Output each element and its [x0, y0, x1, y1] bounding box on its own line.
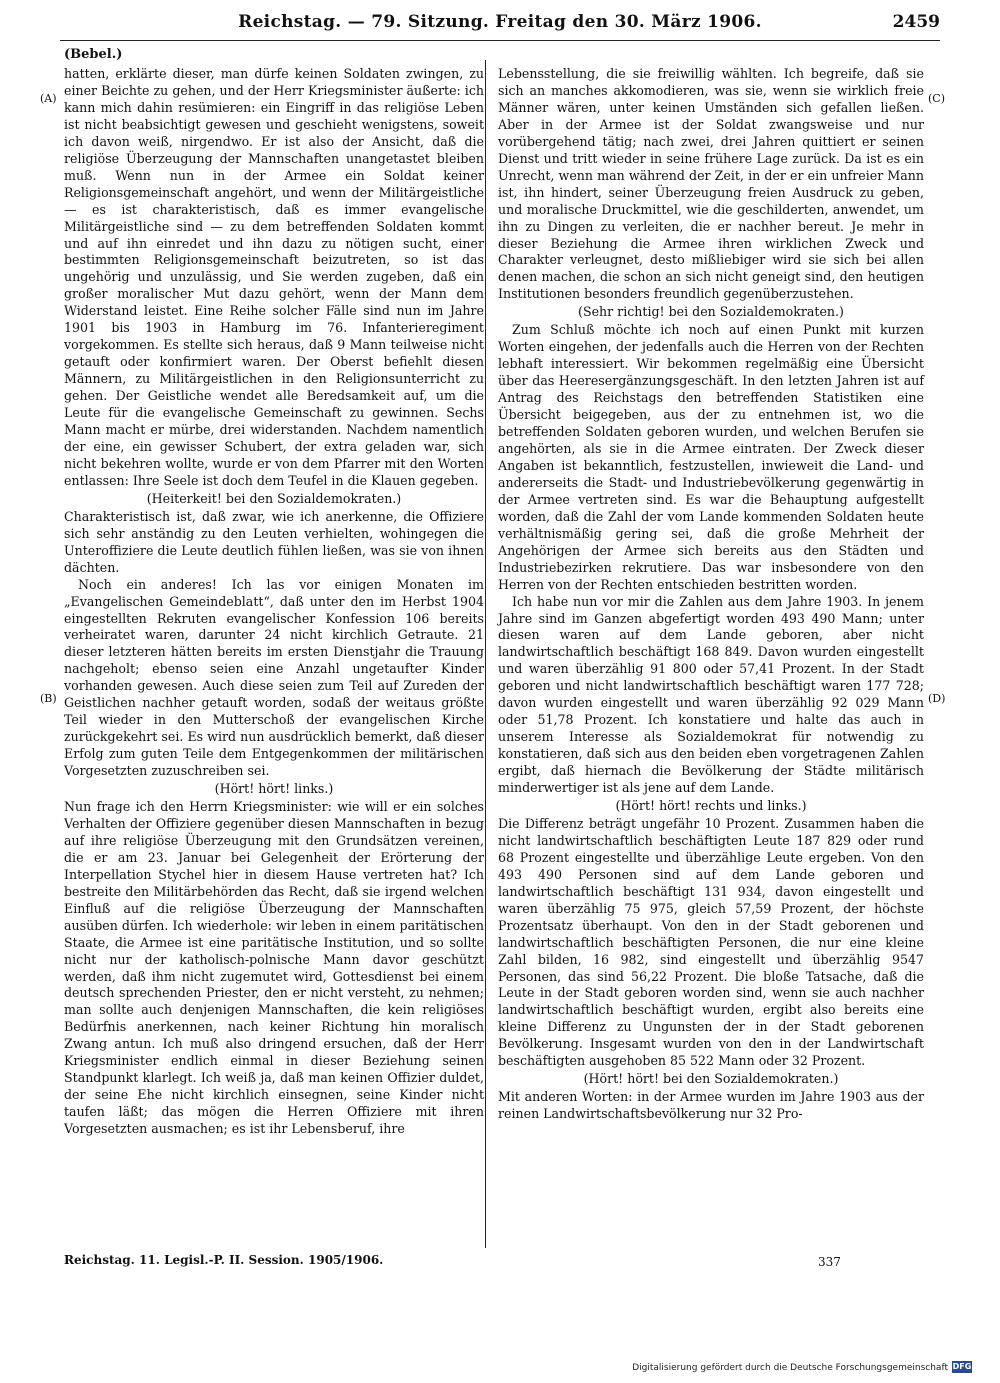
paragraph: Mit anderen Worten: in der Armee wurden im Jahre 1903 aus der reinen Landwirtschaftsbevölkerung nur 32 Pro-: [498, 1089, 924, 1122]
header-title: Reichstag. — 79. Sitzung. Freitag den 30. März 1906.: [238, 12, 762, 32]
paragraph: hatten, erklärte dieser, man dürfe keinen Soldaten zwingen, zu einer Beichte zu gehen, und der Herr Kriegsminister äußerte: ich kann mich dahin resümieren: ein Eingriff in das religiöse Leben ist nicht beabsichtigt gewesen und geschieht wenigstens, soweit ich davon weiß, nirgendwo. Er ist also der Ansicht, daß die religiöse Überzeugung der Mannschaften unangetastet bleiben muß. Wenn nun in der Armee ein Soldat keiner Religionsgemeinschaft angehört, und wenn der Militärgeistliche — es ist charakteristisch, daß es immer evangelische Militärgeistliche sind — zu dem betreffenden Soldaten kommt und auf ihn einredet und ihn dazu zu nötigen sucht, einer bestimmten Religionsgemeinschaft beizutreten, so ist das ungehörig und unzulässig, und Sie werden zugeben, daß ein großer moralischer Mut dazu gehört, wenn der Mann dem Widerstand leistet. Eine Reihe solcher Fälle sind nun im Jahre 1901 bis 1903 in Hamburg im 76. Infanterieregiment vorgekommen. Es stellte sich heraus, daß 9 Mann teilweise nicht getauft oder konfirmiert waren. Der Oberst befiehlt diesen Männern, zu Militärgeistlichen in den Religionsunterricht zu gehen. Der Geistliche wendet alle Beredsamkeit auf, um die Leute für die evangelische Gemeinschaft zu gewinnen. Sechs Mann macht er mürbe, drei widerstanden. Nachdem namentlich der eine, ein gewisser Schubert, der extra geladen war, sich nicht bekehren wollte, wurde er von dem Pfarrer mit den Worten entlassen: Ihre Seele ist doch dem Teufel in die Klauen gegeben.: [64, 66, 484, 488]
right-column: [498, 66, 924, 1123]
paragraph: Charakteristisch ist, daß zwar, wie ich anerkenne, die Offiziere sich sehr anständig zu den Leuten verhielten, wohingegen die Unteroffiziere die Leute deutlich fühlen ließen, was sie von ihnen dächten.: [64, 508, 484, 575]
footer-session: Reichstag. 11. Legisl.-P. II. Session. 1905/1906.: [64, 1253, 384, 1267]
digitization-credit: Digitalisierung gefördert durch die Deutsche Forschungsgemeinschaft: [632, 1363, 948, 1373]
dfg-logo: DFG: [952, 1362, 972, 1371]
margin-mark-a: (A): [40, 92, 57, 105]
page-number: 2459: [892, 12, 940, 32]
margin-mark-b: (B): [40, 692, 57, 705]
paragraph: Zum Schluß möchte ich noch auf einen Punkt mit kurzen Worten eingehen, der jedenfalls auch die Herren von der Rechten lebhaft interessiert. Wir bekommen regelmäßig eine Übersicht über das Heeresergänzungsgeschäft. In den letzten Jahren ist auf Antrag des Reichstags den betreffenden Statistiken eine Übersicht beigegeben, aus der zu entnehmen ist, wo die betreffenden Soldaten geboren wurden, und welchen Berufen sie angehörten, als sie in die Armee eintraten. Der Zweck dieser Angaben ist bekanntlich, festzustellen, inwieweit die Land- und andererseits die Stadt- und Industriebevölkerung gegenwärtig in der Armee vertreten sind. Es war die Behauptung aufgestellt worden, daß die Zahl der vom Lande kommenden Soldaten heute verhältnismäßig gering sei, daß die große Mehrheit der Angehörigen der Armee sich bereits aus den Städten und Industriebezirken rekrutiere. Das war insbesondere von den Herren von der Rechten entschieden bestritten worden.: [498, 322, 924, 592]
page-header: [60, 8, 940, 41]
margin-mark-d: (D): [928, 692, 946, 705]
paragraph: Noch ein anderes! Ich las vor einigen Monaten im „Evangelischen Gemeindeblatt“, daß unter den im Herbst 1904 eingestellten Rekruten evangelischer Konfession 106 bereits verheiratet waren, darunter 24 nicht kirchlich Getraute. 21 dieser letzteren hätten bereits im ersten Dienstjahr die Trauung nachgeholt; ebenso seien eine Anzahl ungetaufter Kinder vorhanden gewesen. Auch diese seien zum Teil auf Zureden der Geistlichen nachher getauft worden, sodaß der weitaus größte Teil wieder in den Mutterschoß der evangelischen Kirche zurückgekehrt sei. Es wird nun ausdrücklich bemerkt, daß dieser Erfolg zum guten Teile dem Entgegenkommen der militärischen Vorgesetzten zuzuschreiben sei.: [64, 576, 484, 779]
interjection: (Hört! hört! rechts und links.): [615, 797, 807, 813]
margin-mark-c: (C): [928, 92, 945, 105]
interjection: (Sehr richtig! bei den Sozialdemokraten.): [578, 304, 844, 320]
interjection: (Hört! hört! bei den Sozialdemokraten.): [583, 1071, 839, 1087]
interjection: (Hört! hört! links.): [214, 781, 334, 797]
interjection: (Heiterkeit! bei den Sozialdemokraten.): [146, 490, 402, 506]
paragraph: Nun frage ich den Herrn Kriegsminister: wie will er ein solches Verhalten der Offiziere gegenüber diesen Mannschaften in bezug auf ihre religiöse Überzeugung mit den Grundsätzen vereinen, die er am 23. Januar bei Gelegenheit der Erörterung der Interpellation Stychel hier in diesem Hause vertreten hat? Ich bestreite den Militärbehörden das Recht, daß sie irgend welchen Einfluß auf die religiöse Überzeugung der Mannschaften ausüben dürfen. Ich wiederhole: wir leben in einem paritätischen Staate, die Armee ist eine paritätische Institution, und so sollte nicht nur der katholisch-polnische Mann davor geschützt werden, daß ihm nicht zugemutet wird, Gottesdienst bei einem deutsch sprechenden Priester, den er nicht versteht, zu nehmen; man sollte auch denjenigen Mannschaften, die kein religiöses Bedürfnis anerkennen, nach keiner Richtung hin moralisch Zwang antun. Ich muß also dringend ersuchen, daß der Herr Kriegsminister endlich einmal in dieser Beziehung seinen Standpunkt klarlegt. Ich weiß ja, daß man keinen Offizier duldet, der seine Ehe nicht kirchlich einsegnen, seine Kinder nicht taufen läßt; das mögen die Herren Offiziere mit ihren Vorgesetzten ausmachen; es ist ihr Lebensberuf, ihre: [64, 798, 484, 1137]
speaker-name: (Bebel.): [64, 47, 123, 62]
paragraph: Ich habe nun vor mir die Zahlen aus dem Jahre 1903. In jenem Jahre sind im Ganzen abgefertigt worden 493 490 Mann; unter diesen waren auf dem Lande geboren, aber nicht landwirtschaftlich beschäftigt 168 849. Davon wurden eingestellt und waren überzählig 91 800 oder 57,41 Prozent. In der Stadt geboren und nicht landwirtschaftlich beschäftigt waren 177 728; davon wurden eingestellt und waren überzählig 92 029 Mann oder 51,78 Prozent. Ich konstatiere und halte das auch in unserem Interesse als Sozialdemokrat für notwendig zu konstatieren, daß sich aus den beiden eben vorgetragenen Zahlen ergibt, daß hiernach die Bevölkerung der Städte militärisch minderwertiger ist als jene auf dem Lande.: [498, 593, 924, 796]
paragraph: Lebensstellung, die sie freiwillig wählten. Ich begreife, daß sie sich an manches akkomodieren, was sie, wenn sie wirklich freie Männer wären, unter keinen Umständen sich gefallen ließen. Aber in der Armee ist der Soldat zwangsweise und nur vorübergehend tätig; nach zwei, drei Jahren quittiert er seinen Dienst und tritt wieder in seine frühere Lage zurück. Da ist es ein Unrecht, wenn man während der Zeit, in der er ein unfreier Mann ist, ihn hindert, seiner Überzeugung freien Ausdruck zu geben, und moralische Druckmittel, wie die geschilderten, anwendet, um ihn zu Dingen zu verleiten, die er nachher bereut. Je mehr in dieser Beziehung die Armee ihren wirklichen Zweck und Charakter verleugnet, desto mißliebiger wird sie sich bei allen denen machen, die schon an sich nicht geneigt sind, den heutigen Institutionen besonders freundlich gegenüberzustehen.: [498, 66, 924, 302]
left-column: [64, 66, 484, 1138]
column-divider: [485, 60, 486, 1248]
paragraph: Die Differenz beträgt ungefähr 10 Prozent. Zusammen haben die nicht landwirtschaftlich beschäftigten Leute 187 829 oder rund 68 Prozent eingestellte und überzählige Leute ergeben. Von den 493 490 Personen sind auf dem Lande geboren und landwirtschaftlich beschäftigt 131 934, davon eingestellt und waren überzählig 75 975, gleich 57,59 Prozent, der höchste Prozentsatz überhaupt. Von den in der Stadt geborenen und landwirtschaftlich beschäftigten Personen, die nur eine kleine Zahl bilden, 16 982, sind eingestellt und überzählig 9547 Personen, das sind 56,22 Prozent. Die bloße Tatsache, daß die Leute in der Stadt geboren worden sind, wenn sie auch nachher landwirtschaftlich beschäftigt wurden, ergibt also bereits eine kleine Differenz zu Ungunsten der in der Stadt geborenen Bevölkerung. Insgesamt wurden von den in der Landwirtschaft beschäftigten ausgehoben 85 522 Mann oder 32 Prozent.: [498, 815, 924, 1069]
footer-number: 337: [818, 1255, 841, 1269]
